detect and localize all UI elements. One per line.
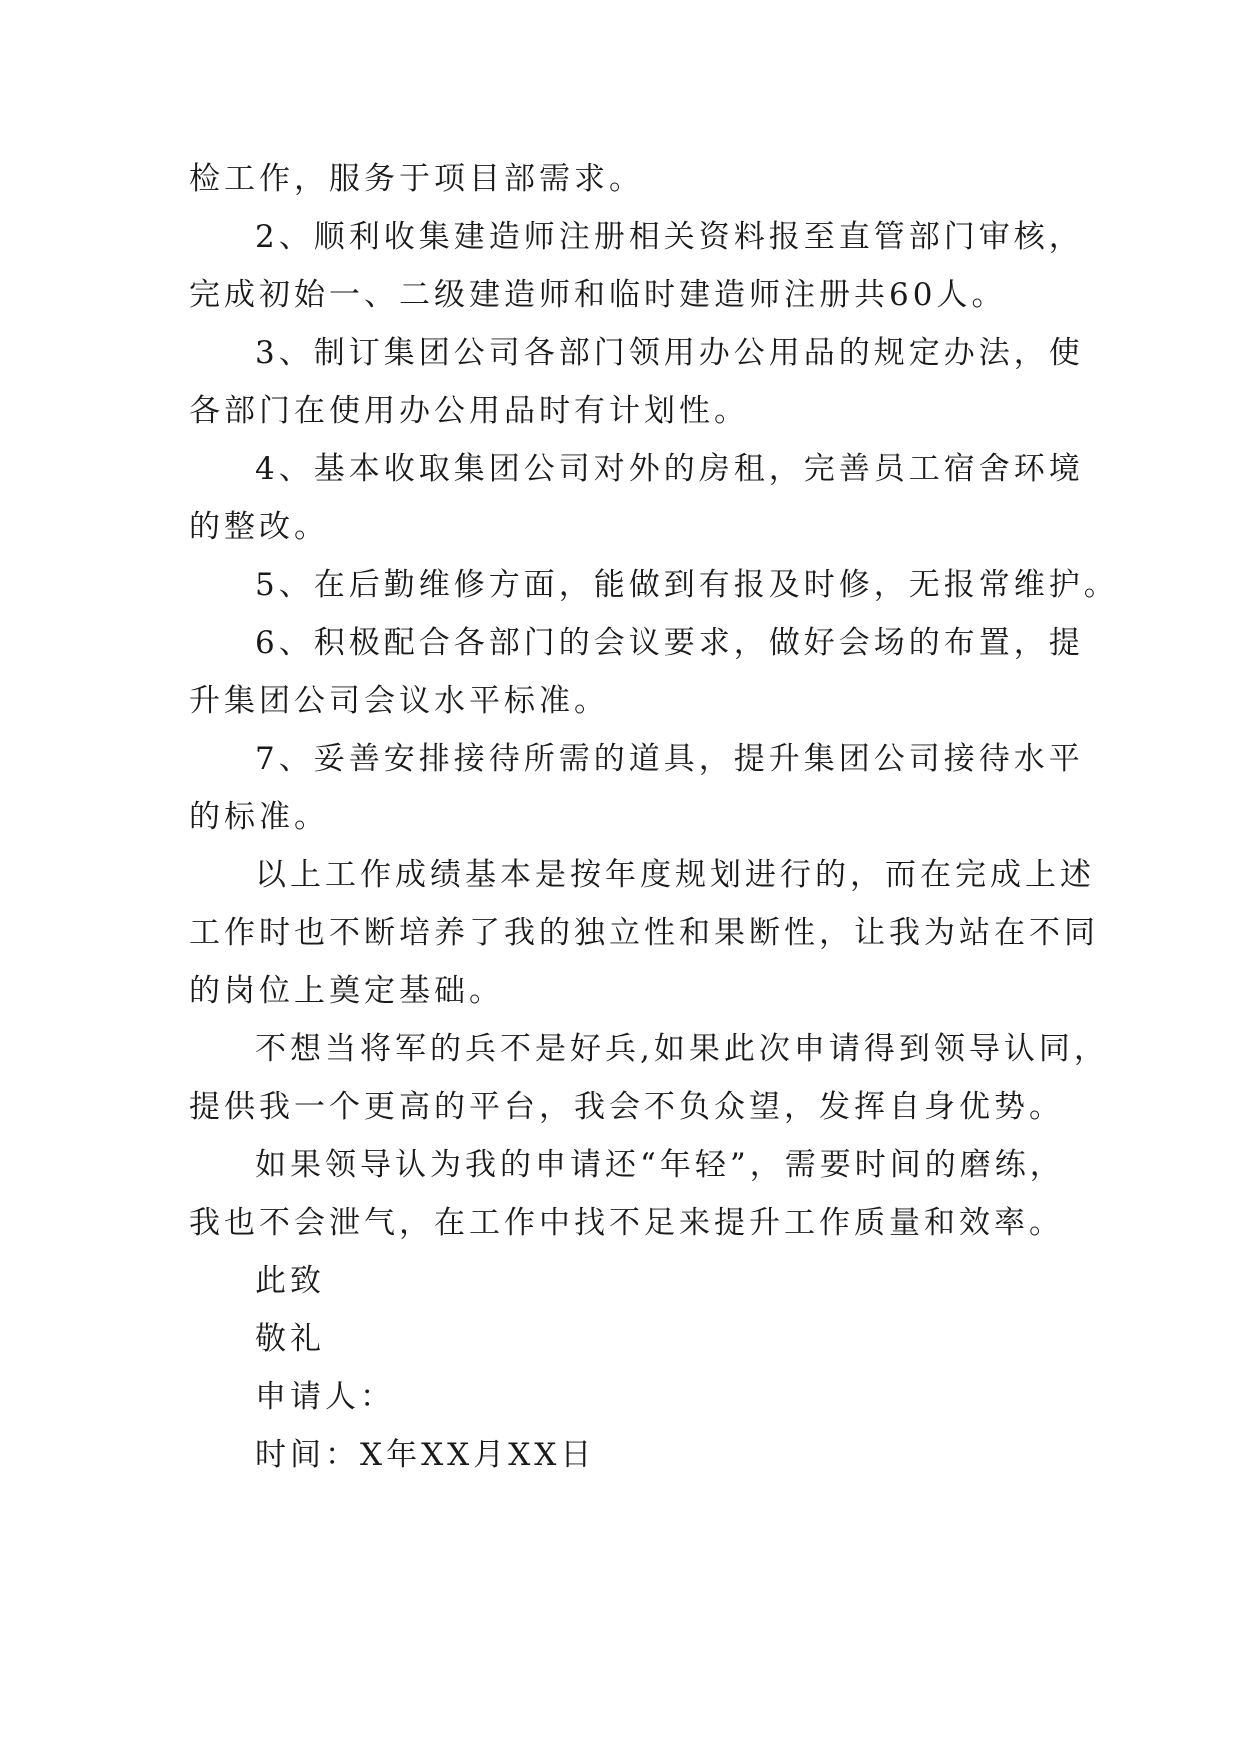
line-10: 升集团公司会议水平标准。 bbox=[189, 683, 609, 719]
line-8: 5、在后勤维修方面，能做到有报及时修，无报常维护。 bbox=[255, 567, 1119, 603]
line-17: 提供我一个更高的平台，我会不负众望，发挥自身优势。 bbox=[189, 1089, 1064, 1125]
line-3: 完成初始一、二级建造师和临时建造师注册共60人。 bbox=[189, 277, 1007, 313]
line-16: 不想当将军的兵不是好兵,如果此次申请得到领导认同， bbox=[255, 1031, 1109, 1067]
closing-regards: 敬礼 bbox=[255, 1321, 325, 1357]
closing-salutation: 此致 bbox=[255, 1263, 325, 1299]
line-13: 以上工作成绩基本是按年度规划进行的，而在完成上述 bbox=[255, 857, 1095, 893]
applicant-label: 申请人： bbox=[255, 1379, 395, 1415]
line-5: 各部门在使用办公用品时有计划性。 bbox=[189, 393, 749, 429]
line-12: 的标准。 bbox=[189, 799, 329, 835]
line-4: 3、制订集团公司各部门领用办公用品的规定办法，使 bbox=[255, 335, 1084, 371]
line-1: 检工作，服务于项目部需求。 bbox=[189, 161, 644, 197]
line-6: 4、基本收取集团公司对外的房租，完善员工宿舍环境 bbox=[255, 451, 1084, 487]
line-7: 的整改。 bbox=[189, 509, 329, 545]
date-line: 时间：X年XX月XX日 bbox=[255, 1437, 596, 1473]
line-19: 我也不会泄气，在工作中找不足来提升工作质量和效率。 bbox=[189, 1205, 1064, 1241]
line-11: 7、妥善安排接待所需的道具，提升集团公司接待水平 bbox=[255, 741, 1084, 777]
line-15: 的岗位上奠定基础。 bbox=[189, 973, 504, 1009]
line-2: 2、顺利收集建造师注册相关资料报至直管部门审核， bbox=[255, 219, 1084, 255]
line-9: 6、积极配合各部门的会议要求，做好会场的布置，提 bbox=[255, 625, 1084, 661]
line-18: 如果领导认为我的申请还“年轻”，需要时间的磨练， bbox=[255, 1147, 1065, 1183]
line-14: 工作时也不断培养了我的独立性和果断性，让我为站在不同 bbox=[189, 915, 1099, 951]
document-body bbox=[189, 150, 1119, 1484]
